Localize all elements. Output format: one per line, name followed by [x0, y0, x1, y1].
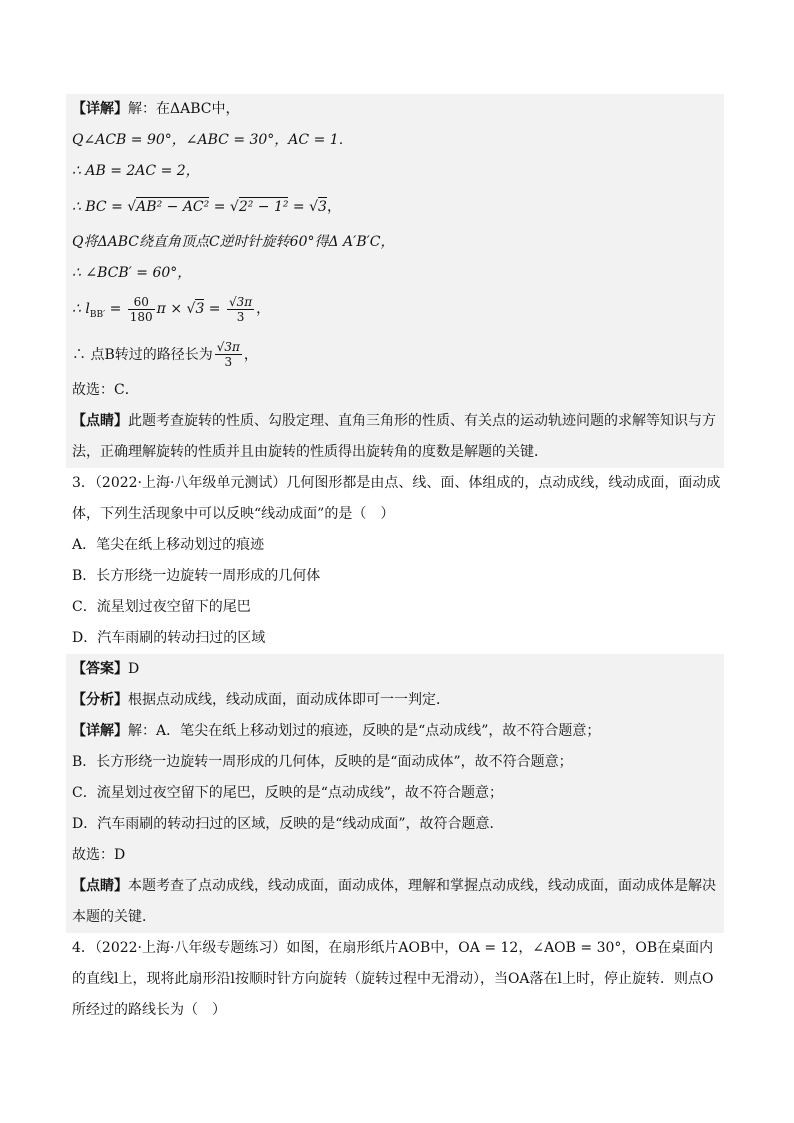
q2-choice: 故选：C．	[66, 375, 724, 406]
q3-detail-line-3: C．流星划过夜空留下的尾巴，反映的是“点动成线”，故不符合题意；	[66, 778, 724, 809]
comment-label: 【点睛】	[72, 412, 128, 429]
q3-option-c: C．流星划过夜空留下的尾巴	[72, 598, 251, 615]
q3-option-d: D．汽车雨刷的转动扫过的区域	[72, 629, 266, 646]
q2-detail-line-5: Q将ΔABC绕直角顶点C逆时针旋转60°得Δ A′B′C，	[66, 227, 724, 258]
q3-stem: 3．（2022·上海·八年级单元测试）几何图形都是由点、线、面、体组成的，点动成线，线动成面，面动成体，下列生活现象中可以反映“线动成面”的是（ ）	[72, 474, 721, 522]
fraction: $\frac{60}{180}$	[129, 294, 153, 324]
q2-detail-line-7: ∴ $l_{BB'}$ = $\frac{60}{180}$ π × √3 = $\frac{√3\pi}{3}$ ，	[66, 289, 724, 335]
q4-stem: 4．（2022·上海·八年级专题练习）如图，在扇形纸片AOB中，OA = 12，∠AOB = 30°，OB在桌面内的直线l上，现将此扇形沿l按顺时针方向旋转（旋转过程中无滑动），当OA落在l上时，停止旋转．则点O所经过的路线长为（ ）	[72, 939, 714, 1018]
q2-detail-line-4: ∴ BC = √AB² − AC² = √2² − 1² = √3，	[66, 187, 724, 227]
q3-option-a: A．笔尖在纸上移动划过的痕迹	[72, 536, 265, 553]
q2-detail-line-6: ∴ ∠BCB′ = 60°，	[66, 258, 724, 289]
document-page	[66, 94, 724, 1026]
q3-analysis: 【分析】根据点动成线，线动成面，面动成体即可一一判定．	[66, 685, 724, 716]
q3-answer: 【答案】D	[66, 654, 724, 685]
q2-detail-line-3: ∴ AB = 2AC = 2，	[66, 156, 724, 187]
fraction: $\frac{√3\pi}{3}$	[229, 294, 253, 324]
q3-comment: 【点睛】本题考查了点动成线，线动成面，面动成体，理解和掌握点动成线，线动成面，面动成体是解决本题的关键．	[66, 871, 724, 933]
q2-comment: 【点睛】此题考查旋转的性质、勾股定理、直角三角形的性质、有关点的运动轨迹问题的求解等知识与方法，正确理解旋转的性质并且由旋转的性质得出旋转角的度数是解题的关键．	[66, 406, 724, 468]
q2-detail-line-8: ∴ 点B转过的路径长为 $\frac{√3\pi}{3}$ ，	[66, 335, 724, 375]
q2-detail-line-1: 【详解】解：在ΔABC中，	[66, 94, 724, 125]
q3-detail-line-4: D．汽车雨刷的转动扫过的区域，反映的是“线动成面”，故符合题意．	[66, 809, 724, 840]
q3-option-b: B．长方形绕一边旋转一周形成的几何体	[72, 567, 321, 584]
fraction: $\frac{√3\pi}{3}$	[216, 340, 240, 370]
detail-label: 【详解】	[72, 101, 128, 117]
q3-detail-line-1: 【详解】解：A．笔尖在纸上移动划过的痕迹，反映的是“点动成线”，故不符合题意；	[66, 716, 724, 747]
q2-detail-line-2: Q∠ACB = 90°，∠ABC = 30°，AC = 1．	[66, 125, 724, 156]
q3-detail-line-2: B．长方形绕一边旋转一周形成的几何体，反映的是“面动成体”，故不符合题意；	[66, 747, 724, 778]
q3-choice: 故选：D	[66, 840, 724, 871]
